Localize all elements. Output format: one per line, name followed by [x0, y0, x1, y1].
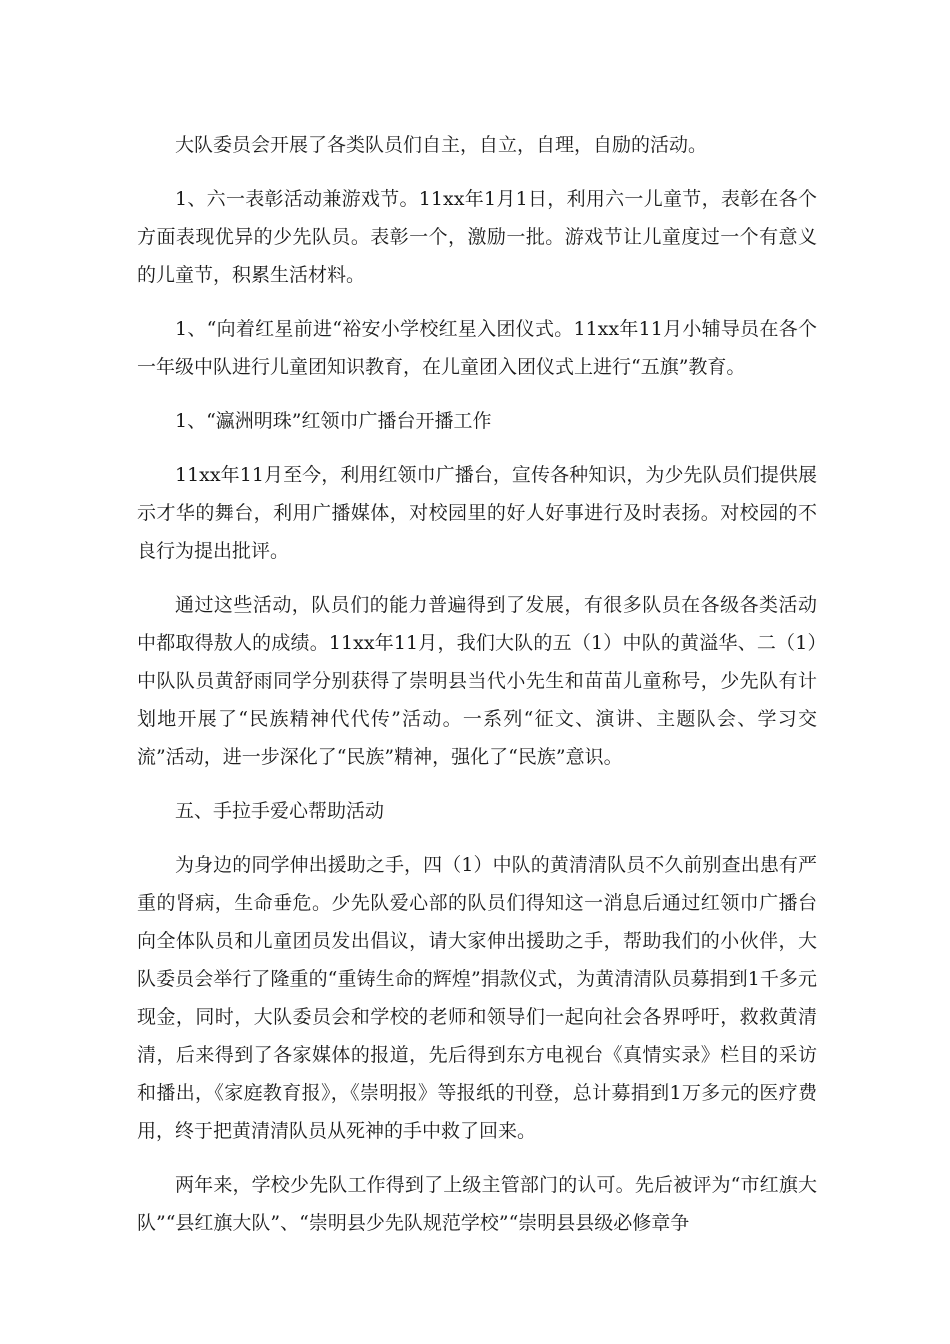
- paragraph-achievements: 通过这些活动，队员们的能力普遍得到了发展，有很多队员在各级各类活动中都取得敖人的成绩。11xx年11月，我们大队的五（1）中队的黄溢华、二（1）中队队员黄舒雨同学分别获得了崇明县当代小先生和苗苗儿童称号，少先队有计划地开展了“民族精神代代传”活动。一系列“征文、演讲、主题队会、学习交流”活动，进一步深化了“民族”精神，强化了“民族”意识。: [137, 594, 817, 768]
- paragraph-section-heading: 五、手拉手爱心帮助活动: [175, 800, 385, 822]
- paragraph-broadcast: 11xx年11月至今，利用红领巾广播台，宣传各种知识，为少先队员们提供展示才华的舞台，利用广播媒体，对校园里的好人好事进行及时表扬。对校园的不良行为提出批评。: [137, 464, 817, 562]
- document-body: [137, 126, 817, 1258]
- paragraph-broadcast-heading: 1、“瀛洲明珠”红领巾广播台开播工作: [175, 410, 492, 432]
- paragraph-recognition: 两年来，学校少先队工作得到了上级主管部门的认可。先后被评为“市红旗大队”“县红旗大队”、“崇明县少先队规范学校”“崇明县县级必修章争: [137, 1174, 817, 1234]
- paragraph-children-day: 1、六一表彰活动兼游戏节。11xx年1月1日，利用六一儿童节，表彰在各个方面表现优异的少先队员。表彰一个，激励一批。游戏节让儿童度过一个有意义的儿童节，积累生活材料。: [137, 188, 817, 286]
- paragraph-red-star: 1、“向着红星前进“裕安小学校红星入团仪式。11xx年11月小辅导员在各个一年级中队进行儿童团知识教育，在儿童团入团仪式上进行“五旗”教育。: [137, 318, 817, 378]
- paragraph-intro: 大队委员会开展了各类队员们自主，自立，自理，自励的活动。: [175, 134, 708, 156]
- paragraph-help-activity: 为身边的同学伸出援助之手，四（1）中队的黄清清队员不久前别查出患有严重的肾病，生命垂危。少先队爱心部的队员们得知这一消息后通过红领巾广播台向全体队员和儿童团员发出倡议，请大家伸出援助之手，帮助我们的小伙伴，大队委员会举行了隆重的“重铸生命的辉煌”捐款仪式，为黄清清队员募捐到1千多元现金，同时，大队委员会和学校的老师和领导们一起向社会各界呼吁，救救黄清清，后来得到了各家媒体的报道，先后得到东方电视台《真情实录》栏目的采访和播出，《家庭教育报》，《崇明报》等报纸的刊登，总计募捐到1万多元的医疗费用，终于把黄清清队员从死神的手中救了回来。: [137, 854, 817, 1142]
